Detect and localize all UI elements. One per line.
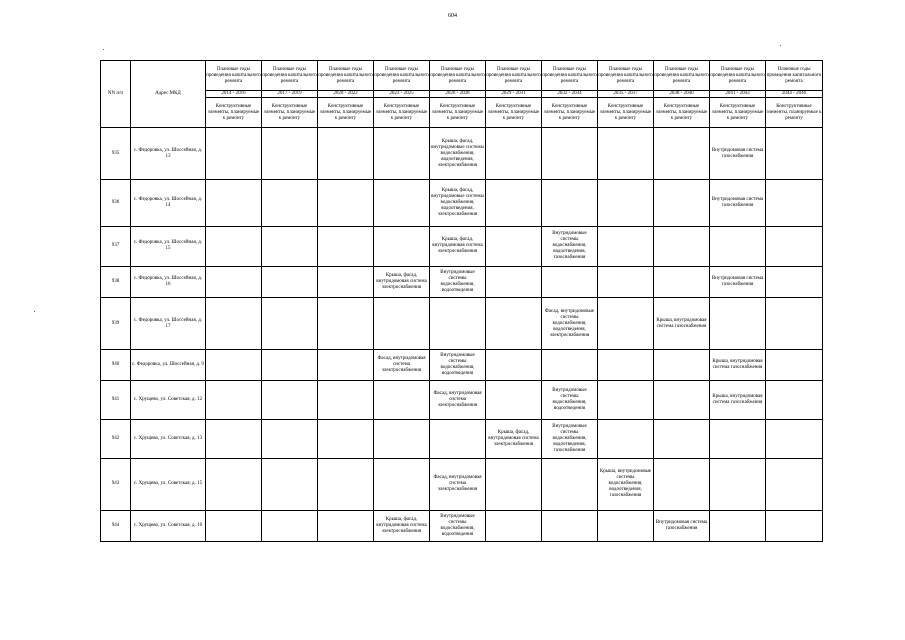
repair-cell [598,128,654,180]
table-row [101,350,823,381]
repair-cell [542,227,598,267]
header-sub: Конструктивные элементы, планируемые к ремонту [206,98,262,128]
repair-cell [766,266,823,297]
repair-cell [318,227,374,267]
row-number: 943 [101,458,131,510]
repair-cell [598,381,654,420]
repair-cell [766,419,823,458]
repair-cell [206,350,262,381]
repair-cell [486,180,542,227]
repair-cell [710,227,766,267]
header-years: 2032 - 2034 [542,91,598,98]
table-row [101,227,823,267]
row-number: 936 [101,180,131,227]
repair-cell [542,350,598,381]
header-years: 2023 - 2025 [374,91,430,98]
row-number: 939 [101,297,131,349]
scan-speck [780,45,781,46]
header-sub: Конструктивные элементы, планируемые к ремонту [598,98,654,128]
repair-cell [206,419,262,458]
header-sub: Конструктивные элементы, планируемые к ремонту [374,98,430,128]
repair-cell [766,381,823,420]
header-years: 2044 - 2046 [766,91,823,98]
repair-cell [710,510,766,541]
header-period: Плановые годы проведения капитального ремонта [374,61,430,91]
header-row-sub [101,98,823,128]
page-number: 604 [448,13,457,19]
repair-cell [374,381,430,420]
repair-elements: Внутридомовая система газоснабжения [711,197,764,209]
row-address: с. Хрущево, ул. Советская, д. 12 [131,381,206,420]
repair-cell [374,297,430,349]
repair-cell [262,297,318,349]
table-row [101,458,823,510]
repair-cell [374,350,430,381]
repair-cell [318,180,374,227]
repair-cell [430,128,486,180]
repair-cell [710,180,766,227]
repair-elements: Крыша, фасад, внутридомовые системы водоснабжения, водоотведения, электроснабжения [431,138,484,168]
row-number: 935 [101,128,131,180]
repair-cell [430,381,486,420]
repair-elements: Внутридомовые системы водоснабжения, водоотведения, газоснабжения [552,231,587,261]
repair-elements: Крыша, внутридомовая система газоснабжения [712,394,763,406]
header-period: Плановые годы проведения капитального ремонта [766,61,823,91]
repair-elements: Внутридомовые системы водоснабжения, водоотведения [440,353,475,377]
capital-repair-table [100,60,823,542]
repair-cell [430,350,486,381]
repair-elements: Крыша, фасад, внутридомовая система электроснабжения [488,429,539,447]
repair-cell [654,227,710,267]
repair-cell [766,297,823,349]
header-years: 2014 - 2016 [206,91,262,98]
row-address: с. Федоровка, ул. Шоссейная, д. 16 [131,266,206,297]
repair-cell [710,350,766,381]
header-years: 2026 - 2028 [430,91,486,98]
repair-cell [766,350,823,381]
repair-cell [766,227,823,267]
repair-cell [262,227,318,267]
table-row [101,128,823,180]
repair-cell [486,510,542,541]
row-number: 938 [101,266,131,297]
row-address: с. Хрущево, ул. Советская, д. 13 [131,419,206,458]
repair-cell [318,128,374,180]
repair-cell [542,419,598,458]
table-row [101,419,823,458]
header-period: Плановые годы проведения капитального ремонта [430,61,486,91]
repair-elements: Крыша, фасад, внутридомовые системы водоснабжения, водоотведения, электроснабжения [431,188,484,218]
header-years: 2029 - 2031 [486,91,542,98]
repair-elements: Крыша, фасад, внутридомовая система электроснабжения [376,516,427,534]
repair-cell [710,381,766,420]
repair-cell [542,180,598,227]
repair-cell [486,227,542,267]
row-address: с. Хрущево, ул. Советская, д. 15 [131,458,206,510]
repair-cell [430,458,486,510]
repair-cell [542,510,598,541]
header-period: Плановые годы проведения капитального ремонта [710,61,766,91]
header-years: 2038 - 2040 [654,91,710,98]
repair-cell [598,510,654,541]
repair-elements: Крыша, фасад, внутридомовая система электроснабжения [376,272,427,290]
repair-cell [374,266,430,297]
repair-cell [262,458,318,510]
repair-cell [654,350,710,381]
row-number: 940 [101,350,131,381]
header-sub: Конструктивные элементы, планируемые к ремонту [766,98,823,128]
repair-cell [542,128,598,180]
repair-cell [766,180,823,227]
repair-cell [598,266,654,297]
repair-cell [710,419,766,458]
repair-cell [710,266,766,297]
repair-cell [206,128,262,180]
repair-cell [430,510,486,541]
repair-cell [710,458,766,510]
repair-cell [206,381,262,420]
repair-cell [654,180,710,227]
header-sub: Конструктивные элементы, планируемые к ремонту [318,98,374,128]
row-address: с. Федоровка, ул. Шоссейная, д. 13 [131,128,206,180]
repair-cell [374,128,430,180]
repair-cell [318,266,374,297]
repair-cell [598,227,654,267]
repair-elements: Крыша, внутридомовая система газоснабжения [656,317,707,329]
repair-cell [430,266,486,297]
header-period: Плановые годы проведения капитального ремонта [486,61,542,91]
header-sub: Конструктивные элементы, планируемые к ремонту [262,98,318,128]
row-address: с. Федоровка, ул. Шоссейная, д. 17 [131,297,206,349]
repair-cell [486,458,542,510]
header-period: Плановые годы проведения капитального ремонта [542,61,598,91]
repair-cell [430,419,486,458]
repair-cell [262,180,318,227]
header-sub: Конструктивные элементы, планируемые к ремонту [542,98,598,128]
header-sub: Конструктивные элементы, планируемые к ремонту [430,98,486,128]
repair-elements: Фасад, внутридомовая система электроснабжения [377,356,426,374]
repair-cell [542,458,598,510]
repair-cell [262,510,318,541]
repair-elements: Внутридомовые системы водоснабжения, водоотведения [440,513,475,537]
repair-cell [654,128,710,180]
header-address: Адрес МКД [131,61,206,128]
repair-cell [262,128,318,180]
repair-cell [206,227,262,267]
table-row [101,266,823,297]
repair-cell [598,419,654,458]
table-row [101,381,823,420]
repair-cell [598,350,654,381]
repair-cell [318,297,374,349]
repair-cell [654,297,710,349]
repair-elements: Внутридомовая система газоснабжения [655,519,708,531]
table-row [101,297,823,349]
repair-cell [374,458,430,510]
row-address: с. Федоровка, ул. Шоссейная, д. 9 [131,350,206,381]
repair-cell [598,297,654,349]
header-period: Плановые годы проведения капитального ремонта [598,61,654,91]
repair-cell [206,180,262,227]
header-period: Плановые годы проведения капитального ремонта [262,61,318,91]
row-number: 942 [101,419,131,458]
repair-cell [318,510,374,541]
repair-cell [486,419,542,458]
header-sub: Конструктивные элементы, планируемые к ремонту [654,98,710,128]
repair-cell [486,266,542,297]
header-years: 2017 - 2019 [262,91,318,98]
repair-cell [486,297,542,349]
header-years: 2020 - 2022 [318,91,374,98]
repair-cell [710,128,766,180]
repair-cell [654,266,710,297]
repair-cell [542,266,598,297]
row-address: с. Федоровка, ул. Шоссейная, д. 15 [131,227,206,267]
scan-speck [103,49,104,50]
table-row [101,510,823,541]
repair-cell [206,510,262,541]
repair-cell [206,297,262,349]
header-sub: Конструктивные элементы, планируемые к ремонту [710,98,766,128]
repair-cell [318,419,374,458]
repair-cell [710,297,766,349]
repair-elements: Крыша, внутридомовая система газоснабжения [712,359,763,371]
scan-speck [34,311,35,312]
repair-cell [430,297,486,349]
repair-cell [430,227,486,267]
repair-cell [598,180,654,227]
repair-cell [318,350,374,381]
row-address: с. Федоровка, ул. Шоссейная, д. 14 [131,180,206,227]
header-num: NN п/п [101,61,131,128]
repair-elements: Фасад, внутридомовая система электроснабжения [433,475,482,493]
repair-cell [766,458,823,510]
repair-cell [542,381,598,420]
table-row [101,180,823,227]
header-row-years [101,91,823,98]
header-years: 2041 - 2043 [710,91,766,98]
repair-cell [374,510,430,541]
repair-cell [374,419,430,458]
repair-cell [766,128,823,180]
repair-cell [374,180,430,227]
header-sub: Конструктивные элементы, планируемые к ремонту [486,98,542,128]
repair-cell [654,381,710,420]
repair-cell [654,510,710,541]
repair-cell [654,419,710,458]
repair-cell [430,180,486,227]
header-period: Плановые годы проведения капитального ремонта [654,61,710,91]
row-number: 944 [101,510,131,541]
repair-elements: Внутридомовые системы водоснабжения, водоотведения [552,388,587,412]
repair-cell [262,419,318,458]
repair-cell [374,227,430,267]
repair-elements: Внутридомовая система газоснабжения [711,147,764,159]
repair-elements: Крыша, фасад, внутридомовая система электроснабжения [432,237,483,255]
header-years: 2035 - 2037 [598,91,654,98]
repair-elements: Внутридомовая система газоснабжения [711,275,764,287]
repair-cell [486,350,542,381]
table-body [101,128,823,542]
repair-cell [262,266,318,297]
repair-elements: Внутридомовые системы водоснабжения, водоотведения, газоснабжения [552,423,587,453]
repair-cell [486,381,542,420]
header-row-periods [101,61,823,91]
repair-cell [598,458,654,510]
repair-cell [206,458,262,510]
header-period: Плановые годы проведения капитального ремонта [206,61,262,91]
row-address: с. Хрущево, ул. Советская, д. 16 [131,510,206,541]
repair-elements: Внутридомовые системы водоснабжения, водоотведения [440,269,475,293]
repair-elements: Фасад, внутридомовая система электроснабжения [433,391,482,409]
repair-elements: Фасад, внутридомовые системы водоснабжения, водоотведения, электроснабжения [544,308,595,338]
repair-cell [318,458,374,510]
repair-cell [262,381,318,420]
repair-cell [318,381,374,420]
repair-cell [654,458,710,510]
repair-cell [206,266,262,297]
repair-cell [262,350,318,381]
row-number: 937 [101,227,131,267]
repair-cell [542,297,598,349]
header-period: Плановые годы проведения капитального ремонта [318,61,374,91]
repair-cell [486,128,542,180]
row-number: 941 [101,381,131,420]
repair-elements: Крыша, внутридомовые системы водоснабжения, водоотведения, газоснабжения [599,469,652,499]
repair-cell [766,510,823,541]
